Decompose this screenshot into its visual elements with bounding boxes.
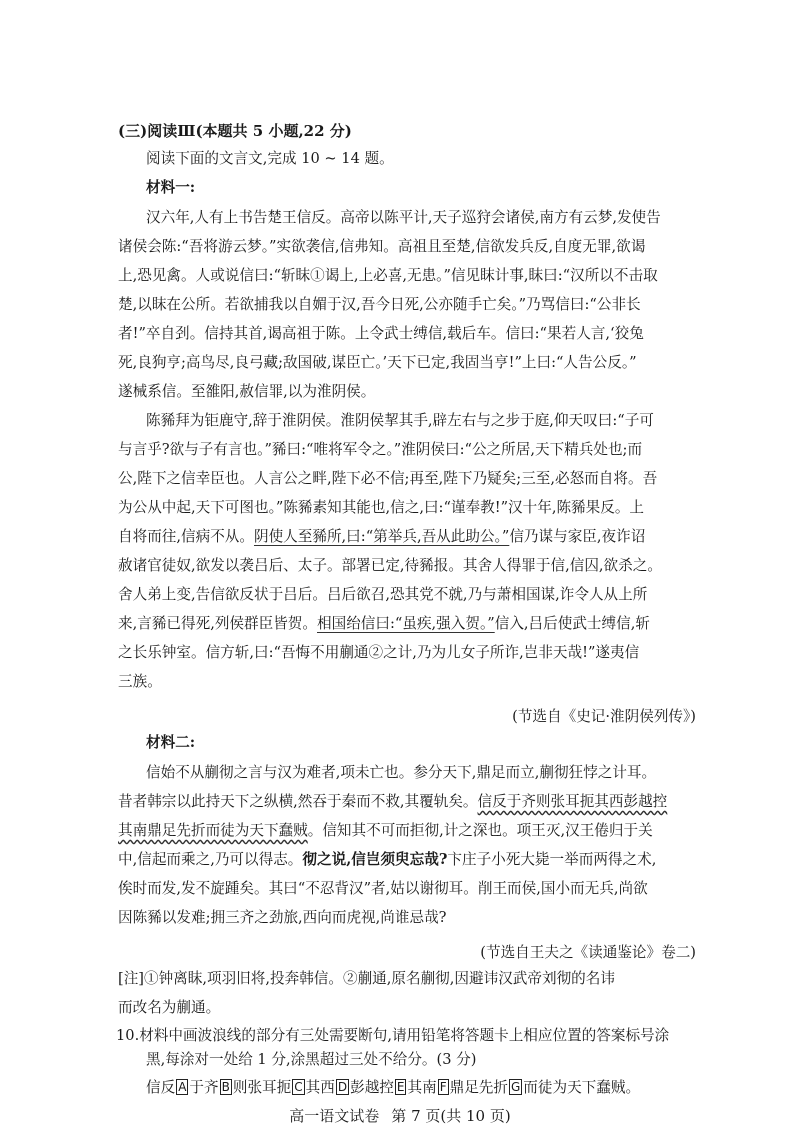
underlined-sentence: 相国绐信曰:“虽疾,强入贺。” bbox=[317, 615, 495, 632]
material1-line: 楚,以眜在公所。若欲捕我以自媚于汉,吾今日死,公亦随手亡矣。”乃骂信曰:“公非长 bbox=[118, 296, 641, 313]
material2-label: 材料二: bbox=[146, 734, 196, 751]
material2-text: 卞庄子小死大毙一举而两得之术, bbox=[447, 851, 657, 868]
material1-text: 信乃谋与家臣,夜诈诏 bbox=[509, 528, 646, 545]
material1-line: 公,陛下之信幸臣也。人言公之畔,陛下必不信;再至,陛下乃疑矣;三至,必怒而自将。吾 bbox=[118, 470, 658, 487]
answer-box-e[interactable]: E bbox=[396, 1080, 405, 1094]
question-text: 材料中画波浪线的部分有三处需要断句,请用铅笔将答题卡上相应位置的答案标号涂 bbox=[139, 1027, 670, 1044]
material2-text: 昔者韩宗以此持天下之纵横,然吞于秦而不救,其覆轨矣。 bbox=[118, 793, 478, 810]
material2-source: (节选自王夫之《读通鉴论》卷二) bbox=[480, 944, 696, 961]
material1-line: 三族。 bbox=[118, 673, 162, 690]
material1-line: 汉六年,人有上书告楚王信反。高帝以陈平计,天子巡狩会诸侯,南方有云梦,发使告 bbox=[146, 209, 661, 226]
material2-line-mixed bbox=[118, 824, 653, 839]
material1-line: 陈豨拜为钜鹿守,辞于淮阴侯。淮阴侯挈其手,辟左右与之步于庭,仰天叹曰:“子可 bbox=[146, 412, 654, 429]
answer-segments bbox=[146, 1079, 640, 1096]
segment-text: 鼎足先折 bbox=[449, 1079, 508, 1096]
question-number: 10. bbox=[116, 1027, 140, 1044]
answer-box-f[interactable]: F bbox=[439, 1080, 447, 1094]
material2-line-mixed bbox=[118, 853, 656, 868]
notes-line: [注]①钟离眜,项羽旧将,投奔韩信。②蒯通,原名蒯彻,因避讳汉武帝刘彻的名讳 bbox=[118, 970, 615, 987]
material1-text: 来,言豨已得死,列侯群臣皆贺。 bbox=[118, 615, 317, 632]
instruction: 阅读下面的文言文,完成 10 ~ 14 题。 bbox=[146, 150, 394, 167]
bold-sentence: 彻之说,信岂须臾忘哉? bbox=[302, 851, 448, 868]
answer-box-g[interactable]: G bbox=[510, 1080, 521, 1094]
segment-text: 则张耳扼 bbox=[232, 1079, 292, 1096]
material1-line: 遂械系信。至雒阳,赦信罪,以为淮阴侯。 bbox=[118, 383, 376, 400]
wavy-underlined-passage: 信反于齐则张耳扼其西彭越控 bbox=[477, 793, 668, 810]
footer-title: 高一语文试卷 bbox=[289, 1107, 380, 1125]
material1-line: 者!”卒自刭。信持其首,谒高祖于陈。上令武士缚信,载后车。信曰:“果若人言,‘狡兔 bbox=[118, 325, 644, 342]
segment-text: 信反 bbox=[146, 1079, 176, 1096]
material1-line: 为公从中起,天下可图也。”陈豨素知其能也,信之,曰:“谨奉教!”汉十年,陈豨果反。上 bbox=[118, 499, 645, 516]
material2-line-mixed bbox=[118, 795, 667, 810]
material2-line: 因陈豨以发难;拥三齐之劲旅,西向而虎视,尚谁忌哉? bbox=[118, 909, 447, 926]
material2-line: 信始不从蒯彻之言与汉为难者,项未亡也。参分天下,鼎足而立,蒯彻狂悖之计耳。 bbox=[146, 764, 657, 781]
segment-text: 而徒为天下蠢贼。 bbox=[523, 1079, 641, 1096]
material1-line: 之长乐钟室。信方斩,曰:“吾悔不用蒯通②之计,乃为儿女子所诈,岂非天哉!”遂夷信 bbox=[118, 644, 640, 661]
material1-line: 舍人弟上变,告信欲反状于吕后。吕后欲召,恐其党不就,乃与萧相国谋,诈令人从上所 bbox=[118, 586, 648, 603]
material1-line: 赦诸官徒奴,欲发以袭吕后、太子。部署已定,待豨报。其舍人得罪于信,信囚,欲杀之。 bbox=[118, 557, 662, 574]
material1-text: 自将而往,信病不从。 bbox=[118, 528, 254, 545]
material1-line-mixed bbox=[118, 617, 650, 632]
answer-box-d[interactable]: D bbox=[337, 1080, 348, 1094]
material1-source: (节选自《史记·淮阴侯列传》) bbox=[512, 708, 696, 725]
question-10-line bbox=[116, 1029, 669, 1044]
material1-line: 死,良狗亨;高鸟尽,良弓藏;敌国破,谋臣亡。’天下已定,我固当亨!”上曰:“人告公反。” bbox=[118, 354, 637, 371]
answer-box-c[interactable]: C bbox=[294, 1080, 303, 1094]
material1-label: 材料一: bbox=[146, 179, 196, 196]
section-heading: (三)阅读Ⅲ(本题共 5 小题,22 分) bbox=[118, 122, 352, 140]
answer-box-a[interactable]: A bbox=[178, 1080, 187, 1094]
material1-text: 信入,吕后使武士缚信,斩 bbox=[494, 615, 650, 632]
question-10-line: 黑,每涂对一处给 1 分,涂黑超过三处不给分。(3 分) bbox=[146, 1051, 477, 1068]
segment-text: 其南 bbox=[407, 1079, 437, 1096]
wavy-underlined-passage: 其南鼎足先折而徒为天下蠢贼 bbox=[118, 822, 308, 839]
material2-text: 中,信起而乘之,乃可以得志。 bbox=[118, 851, 303, 868]
material2-line: 俟时而发,发不旋踵矣。其曰“不忍背汉”者,姑以谢彻耳。削王而侯,国小而无兵,尚欲 bbox=[118, 880, 648, 897]
notes-line: 而改名为蒯通。 bbox=[118, 999, 221, 1016]
material1-line: 与言乎?欲与子有言也。”豨曰:“唯将军令之。”淮阴侯曰:“公之所居,天下精兵处也;而 bbox=[118, 441, 643, 458]
material1-line: 上,恐见禽。人或说信曰:“斩眜①谒上,上必喜,无患。”信见眜计事,眜曰:“汉所以不击取 bbox=[118, 267, 658, 284]
material2-text: 。信知其不可而拒彻,计之深也。项王灭,汉王倦归于关 bbox=[307, 822, 653, 839]
page-footer bbox=[0, 1105, 800, 1126]
material1-line: 诸侯会陈:“吾将游云梦。”实欲袭信,信弗知。高祖且至楚,信欲发兵反,自度无罪,欲谒 bbox=[118, 238, 646, 255]
answer-box-b[interactable]: B bbox=[221, 1080, 230, 1094]
segment-text: 其西 bbox=[305, 1079, 335, 1096]
footer-page-number: 第 7 页(共 10 页) bbox=[391, 1107, 511, 1125]
material1-line-mixed bbox=[118, 530, 645, 545]
underlined-sentence: 阴使人至豨所,曰:“第举兵,吾从此助公。” bbox=[253, 528, 510, 545]
segment-text: 彭越控 bbox=[350, 1079, 394, 1096]
segment-text: 于齐 bbox=[189, 1079, 219, 1096]
